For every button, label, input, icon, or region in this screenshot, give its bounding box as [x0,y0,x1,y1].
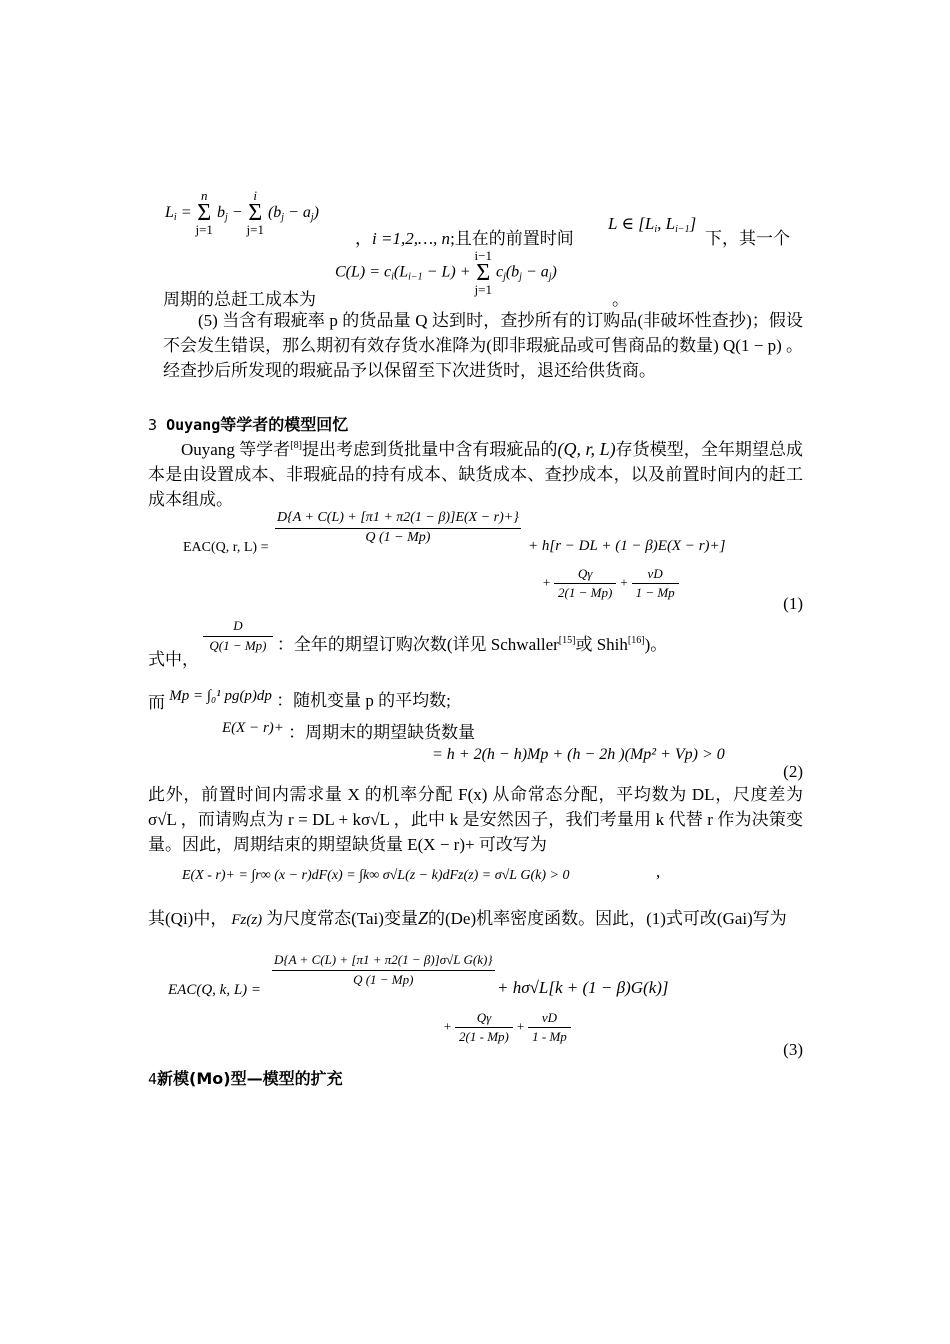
li-formula: $L_i$ = n Σ j=1 $b_j$ − i Σ j=1 $(b_j - a_j)$ [165,188,319,237]
section3-paragraph2: 此外，前置时间内需求量 X 的机率分配 F(x) 从命常态分配，平均数为 DL，尺度差为 σ√L ，而请购点为 r = DL + kσ√L ，此中 k 是安然因子，我们考量用 k 代替 r 作为决策变量。因此，周期结束的期望缺货量 E(X − r)+ 可改写为 [148,785,803,854]
eq1-number: (1) [783,594,803,613]
qrl-notation: (Q, r, L) [557,439,616,459]
eq1-lhs: EAC(Q, r, L) = [183,540,269,555]
eq3-term2: + hσ√L[k + (1 − β)G(k)] [497,978,669,997]
eq2-number: (2) [783,762,803,781]
eq-shortage-formula: E(X - r)+ = ∫r∞ (x − r)dF(x) = ∫k∞ σ√L(z − k)dFz(z) = σ√L G(k) > 0 [182,868,570,883]
eq1-main-fraction [275,510,521,546]
eq3-lhs: EAC(Q, k, L) = [168,982,262,998]
interval-formula: L ∈ [$L_i$, $L_{i-1}$] [608,214,697,235]
after-interval-text: 下，其一个 [705,229,790,248]
e-formula: E(X − r)+ [222,720,284,736]
section3-title-cn: 等学者的模型回忆 [220,415,349,434]
eq1-frac-num: D{A + C(L) + [π1 + π2(1 − β)]E(X − r)+} [275,510,521,529]
section3-title-en: Ouyang [166,416,221,434]
e-line: E(X − r)+ ：周期末的期望缺货数量 [222,720,476,742]
mp-formula: Mp = ∫₀¹ pg(p)dp [169,688,272,704]
cost-end: 。 [612,290,629,309]
section4-title: 新模(Mo)型—模型的扩充 [157,1069,343,1088]
range-line: ，i =1,2,…, n;且在的前置时间 [355,229,574,248]
eq3-number: (3) [783,1040,803,1059]
item5-paragraph: (5) 当含有瑕疵率 p 的货品量 Q 达到时，查抄所有的订购品(非破坏性查抄)；假设不会发生错误，那么期初有效存货水准降为(即非瑕疵品或可售商品的数量) Q(1 − p) 。经查抄后所发现的瑕疵品予以保留至下次进货时，退还给供货商。 [163,311,803,380]
section3-paragraph3: 其(Qi)中， Fz(z) 为尺度常态(Tai)变量Z的(De)机率密度函数。因此，(1)式可改(Gai)写为 [148,908,787,928]
eq1-term3: + $\frac{Q\gamma}{2(1 - Mp)}$ + $\frac{\nu D}{1 - Mp}$ [542,566,679,601]
section3-heading [148,412,348,435]
range-suffix: ;且在的前置时间 [450,229,574,248]
eq2-formula: = h + 2(h − h)Mp + (h − 2h )(Mp² + Vp) > 0 [432,746,725,763]
section3-num: 3 [148,416,158,434]
range-text: i =1,2,…, n [372,229,451,248]
section3-paragraph1: Ouyang 等学者[8]提出考虑到货批量中含有瑕疵品的(Q, r, L)存货模型，全年期望总成本是由设置成本、非瑕疵品的持有成本、缺货成本、查抄成本，以及前置时间内的赶工成本组成。 [148,439,804,509]
eq1-term2: + h[r − DL + (1 − β)E(X − r)+] [528,538,726,554]
section4-heading: 4新模(Mo)型—模型的扩充 [148,1069,343,1088]
where-line: 式中， $\frac{D}{Q(1 - Mp)}$ ：全年的期望订购次数(详见 Schwaller[15]或 Shih[16])。 [148,618,668,669]
cost-formula: $C(L) = c_i(L_{i-1} - L)$ + i−1 Σ j=1 $c_j(b_j - a_j)$ [335,248,557,297]
eq3-main-fraction: $\frac{\text{D\{A + C(L) + [π1 + π2(1 − β)]σ√L G(k)\}}}{Q (1 - Mp)}$ [274,952,493,987]
eq1-frac-den: Q (1 − Mp) [365,530,431,545]
eq-shortage-comma: , [656,862,661,881]
eq3-term3: + $\frac{Q\gamma}{2(1 - Mp)}$ + $\frac{\nu D}{1 - Mp}$ [443,1010,571,1045]
cost-lead: 周期的总赶工成本为 [163,290,316,309]
mp-line: 而 Mp = ∫₀¹ pg(p)dp ：随机变量 p 的平均数; [148,688,451,712]
